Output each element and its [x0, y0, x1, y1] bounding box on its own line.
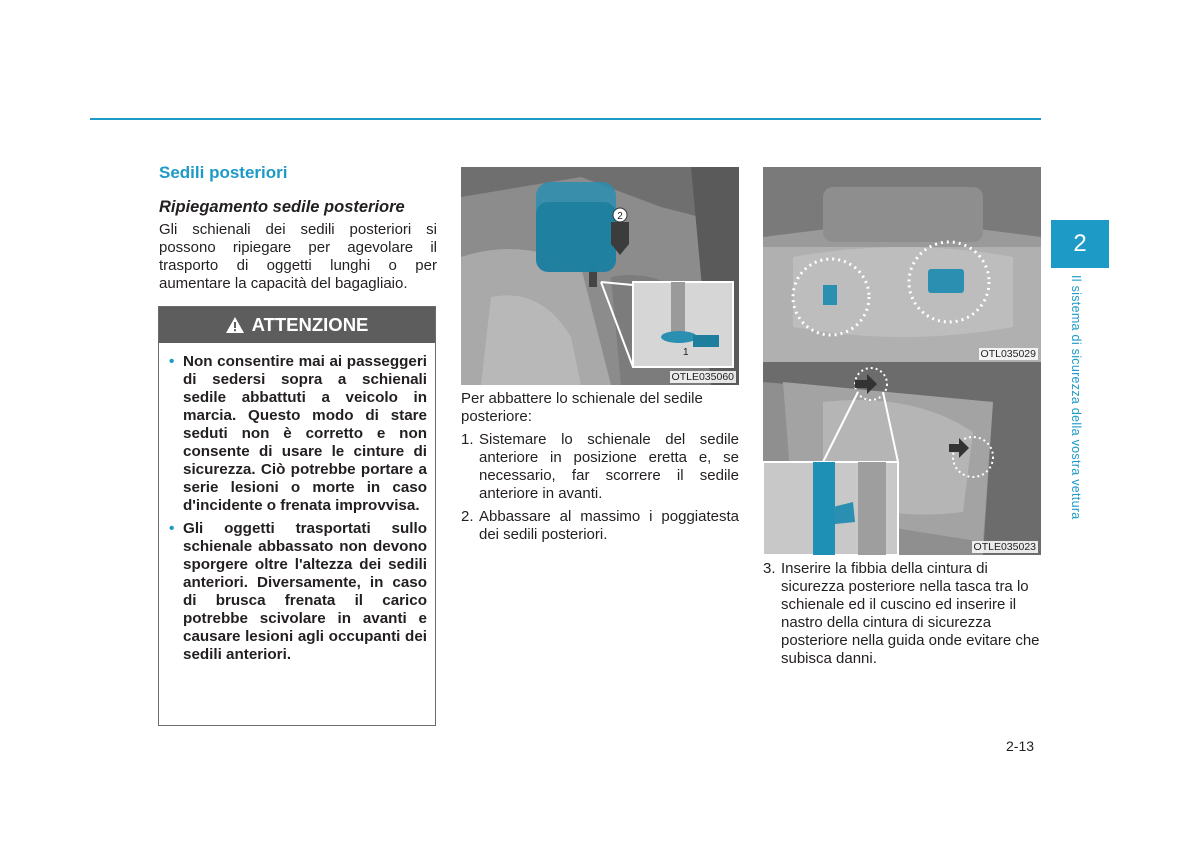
figure-headrest [461, 167, 739, 385]
buckles-illustration [763, 167, 1041, 362]
figure-code: OTLE035060 [671, 371, 734, 383]
belt-guide-illustration [763, 362, 1041, 555]
step-number: 2. [461, 508, 474, 525]
step-number: 1. [461, 431, 474, 448]
middle-intro: Per abbattere lo schienale del sedile posteriore: [461, 390, 703, 425]
header-rule [90, 118, 1041, 120]
warning-item-text: Gli oggetti trasportati sullo schienale abbassato non devono sporgere oltre l'altezza dei sedili anteriori. Diversamente, in caso di brusca frenata il carico potrebbe scivolare in avanti e causare lesioni agli occupanti dei sedili anteriori. [183, 520, 427, 663]
warning-item: • Gli oggetti trasportati sullo schienale abbassato non devono sporgere oltre l'altezza dei sedili anteriori. Diversamente, in caso di brusca frenata il carico potrebbe scivolare in avanti e causare lesioni agli occupanti dei sedili anteriori. [169, 520, 427, 663]
warning-triangle-icon [226, 317, 244, 333]
callout-1: 1 [683, 347, 689, 358]
right-column [763, 560, 1041, 673]
figure-code: OTLE035023 [973, 541, 1036, 553]
step-text: Inserire la fibbia della cintura di sicurezza posteriore nella tasca tra lo schienale ed il cuscino ed inserire il nastro della cintura di sicurezza posteriore nella guida onde evitare che subisca danni. [781, 560, 1040, 667]
step-item [461, 431, 739, 503]
warning-box [158, 306, 436, 726]
section-title: Sedili posteriori [159, 163, 288, 182]
chapter-tab: 2 [1051, 220, 1109, 268]
callout-2: 2 [617, 211, 623, 222]
warning-item: • Non consentire mai ai passeggeri di sedersi sopra a schienali sedile abbattuti a veicolo in marcia. Questo modo di stare seduti non è corretto e non consente di usare le cinture di sicurezza. Ciò potrebbe portare a serie lesioni o morte in caso d'incidente o frenata improvvisa. [169, 353, 427, 514]
intro-paragraph: Gli schienali dei sedili posteriori si possono ripiegare per agevolare il trasporto di oggetti lunghi o per aumentare la capacità del bagagliaio. [159, 221, 437, 292]
figure-belt-guide [763, 362, 1041, 555]
warning-title: ATTENZIONE [251, 314, 369, 335]
figure-code: OTL035029 [980, 348, 1036, 360]
warning-item-text: Non consentire mai ai passeggeri di sedersi sopra a schienali sedile abbattuti a veicolo in marcia. Questo modo di stare seduti non è corretto e non consente di usare le cinture di sicurezza. Ciò potrebbe portare a serie lesioni o morte in caso d'incidente o frenata improvvisa. [183, 353, 427, 514]
step-item [461, 508, 739, 544]
figure-buckles [763, 167, 1041, 362]
headrest-illustration [461, 167, 739, 385]
middle-column [461, 390, 739, 549]
chapter-title: Il sistema di sicurezza della vostra vettura [1069, 275, 1083, 520]
step-number: 3. [763, 560, 776, 577]
subsection-title: Ripiegamento sedile posteriore [159, 198, 405, 216]
step-text: Abbassare al massimo i poggiatesta dei sedili posteriori. [479, 508, 739, 543]
page-number: 2-13 [1006, 738, 1035, 754]
step-text: Sistemare lo schienale del sedile anteriore in posizione eretta e, se necessario, far scorrere il sedile anteriore in avanti. [479, 431, 739, 502]
warning-header [159, 307, 435, 343]
step-item [763, 560, 1041, 668]
